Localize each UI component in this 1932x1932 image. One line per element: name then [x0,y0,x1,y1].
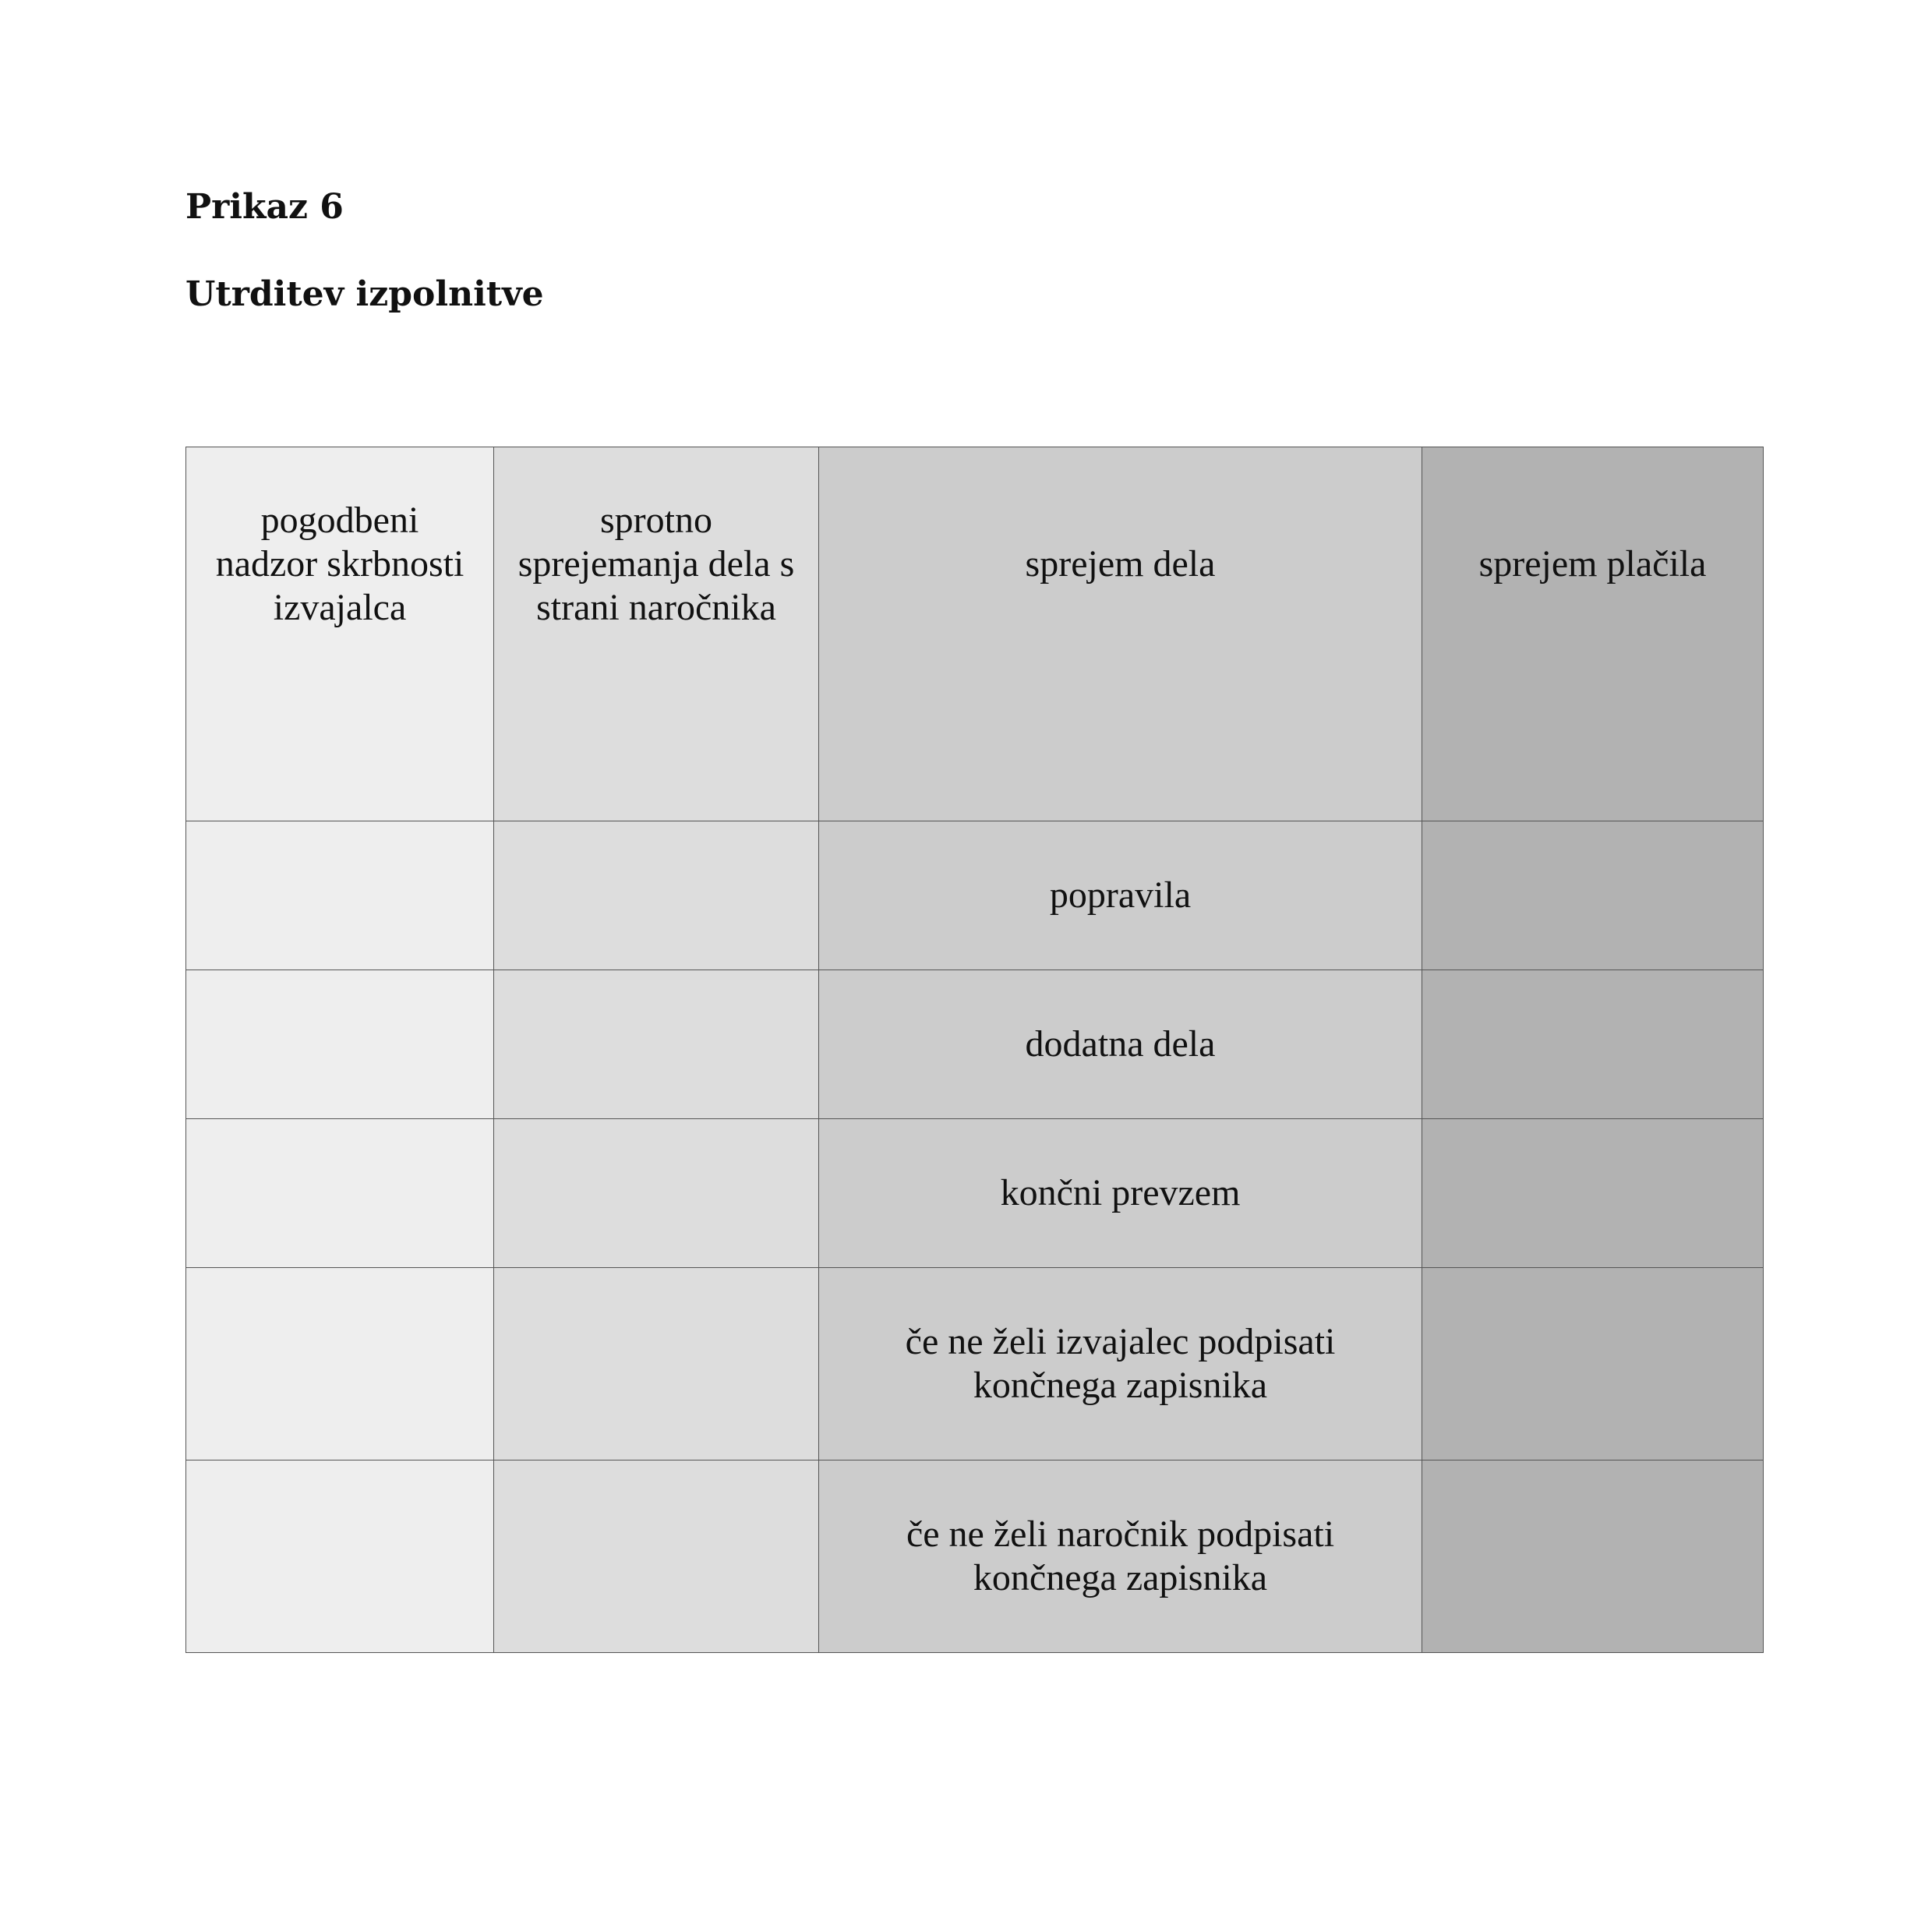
figure-label: Prikaz 6 [185,187,344,227]
fulfillment-table [185,447,1764,1653]
empty-cell [186,1268,494,1460]
empty-cell [1422,1460,1764,1653]
empty-cell [494,970,819,1119]
empty-cell [494,821,819,970]
header-payment-acceptance: sprejem plačila [1422,447,1764,821]
row-label-additional-work: dodatna dela [819,970,1422,1119]
table-row [186,1460,1764,1653]
empty-cell [186,1460,494,1653]
empty-cell [186,970,494,1119]
row-label-contractor-refuses: če ne želi izvajalec podpisati končnega zapisnika [819,1268,1422,1460]
row-label-client-refuses: če ne želi naročnik podpisati končnega zapisnika [819,1460,1422,1653]
empty-cell [1422,970,1764,1119]
empty-cell [1422,821,1764,970]
table-row [186,970,1764,1119]
empty-cell [186,1119,494,1268]
empty-cell [1422,1268,1764,1460]
table-row [186,821,1764,970]
table-row [186,1119,1764,1268]
row-label-final-takeover: končni prevzem [819,1119,1422,1268]
figure-title: Utrditev izpolnitve [185,274,544,314]
row-label-repairs: popravila [819,821,1422,970]
empty-cell [1422,1119,1764,1268]
header-ongoing-acceptance: sprotno sprejemanja dela s strani naročnika [494,447,819,821]
empty-cell [494,1268,819,1460]
empty-cell [494,1460,819,1653]
empty-cell [186,821,494,970]
header-work-acceptance: sprejem dela [819,447,1422,821]
table-row [186,1268,1764,1460]
empty-cell [494,1119,819,1268]
table-header-row [186,447,1764,821]
header-contractor-supervision: pogodbeni nadzor skrbnosti izvajalca [186,447,494,821]
